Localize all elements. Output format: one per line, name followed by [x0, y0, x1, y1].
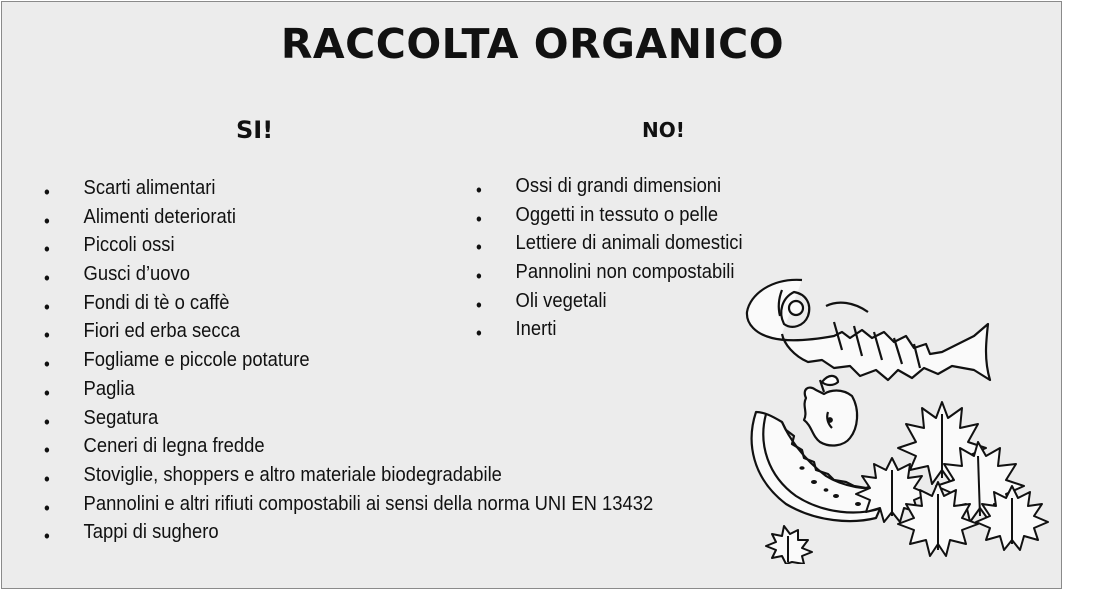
apple-core-icon — [804, 376, 857, 446]
bullet-icon: • — [44, 268, 50, 289]
bullet-icon: • — [44, 296, 50, 317]
bullet-icon: • — [44, 325, 50, 346]
bullet-icon: • — [44, 382, 50, 403]
bullet-icon: • — [44, 468, 50, 489]
no-heading: NO! — [642, 118, 685, 142]
bullet-icon: • — [476, 266, 482, 287]
bullet-icon: • — [476, 294, 482, 315]
bullet-icon: • — [44, 497, 50, 518]
bullet-icon: • — [44, 526, 50, 547]
fish-bone-icon — [747, 280, 990, 380]
bullet-icon: • — [44, 411, 50, 432]
bullet-icon: • — [44, 440, 50, 461]
info-panel: RACCOLTA ORGANICO SI! NO! • Scarti alimentari • Alimenti deteriorati • Piccoli ossi • Gusci d’uovo • Fondi di tè o caffè • Fiori ed erba secca • Fogliame e piccole potature • Paglia • Segatura • Ceneri di legna fredde • Stoviglie, shoppers e altro materiale biodegradabile • Pannolini e altri rifiuti compostabili ai sensi della norma UNI EN 13432 • Tappi di sughero • Ossi di grandi dimensioni • Oggetti in tessuto o pelle • Lettiere di animali domestici • Pannolini non compostabili • Oli vegetali • Inerti — [1, 1, 1062, 589]
organic-waste-illustration — [742, 272, 1062, 564]
bullet-icon: • — [44, 239, 50, 260]
bullet-icon: • — [476, 208, 482, 229]
bullet-icon: • — [476, 323, 482, 344]
bullet-icon: • — [44, 182, 50, 202]
yes-heading: SI! — [236, 116, 274, 144]
bullet-icon: • — [476, 180, 482, 200]
page-title: RACCOLTA ORGANICO — [280, 20, 785, 68]
bullet-icon: • — [44, 354, 50, 375]
bullet-icon: • — [476, 237, 482, 258]
bullet-icon: • — [44, 210, 50, 231]
